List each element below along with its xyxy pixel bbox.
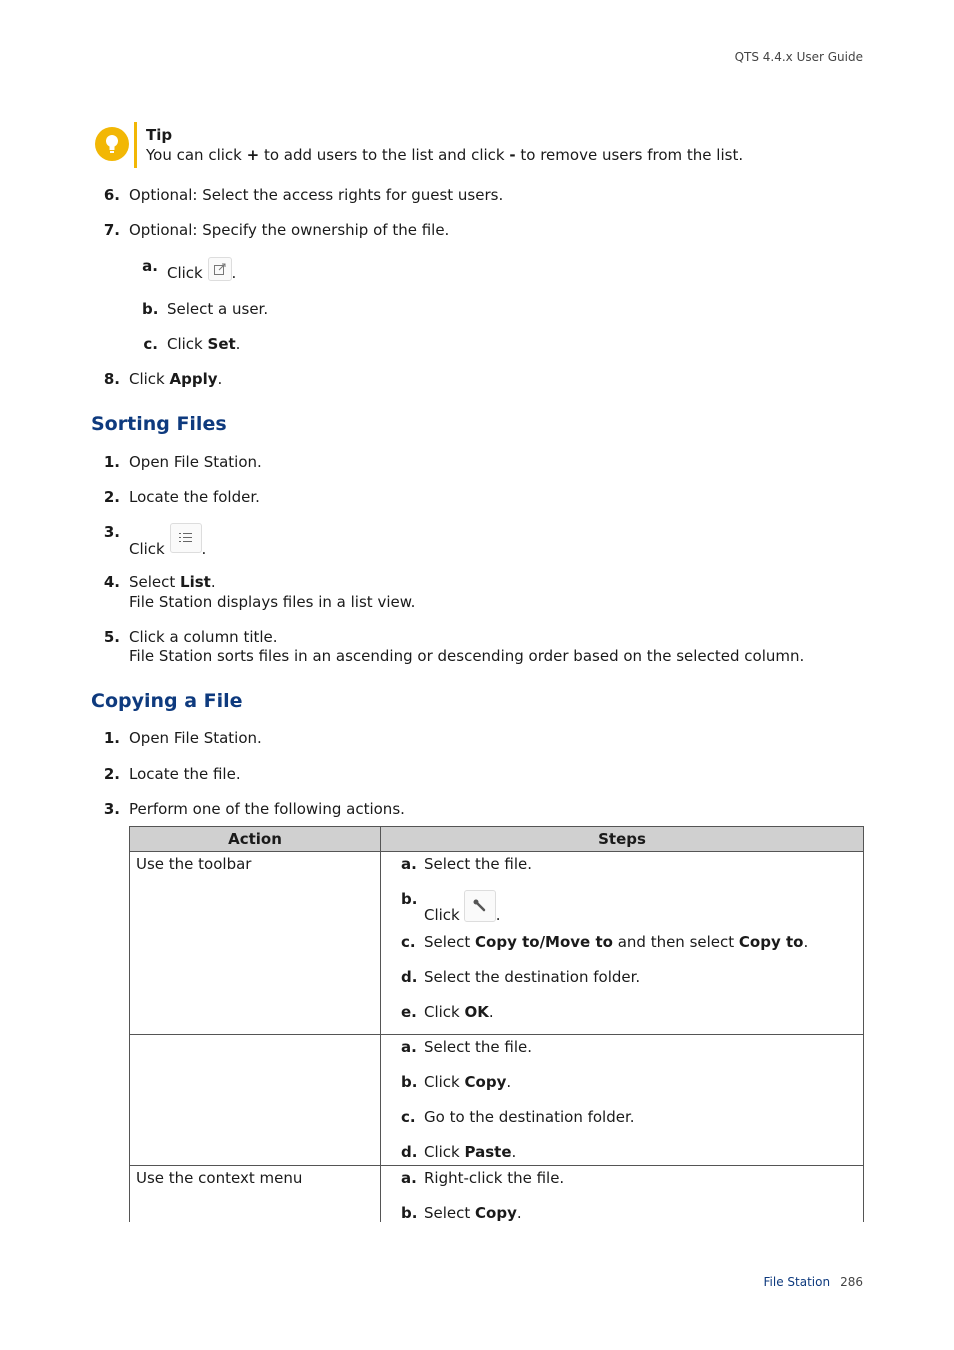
step-number: 1. bbox=[103, 453, 120, 471]
substep-letter: c. bbox=[143, 335, 158, 353]
substep: b. Click Copy. bbox=[401, 1073, 512, 1091]
substep-letter: a. bbox=[142, 257, 158, 275]
substep-text: Click Set. bbox=[167, 335, 241, 353]
step-text: Optional: Specify the ownership of the file. bbox=[129, 221, 450, 239]
table-row bbox=[130, 1166, 864, 1223]
substep: b. Click . bbox=[401, 890, 501, 924]
substep: a. Right-click the file. bbox=[401, 1169, 565, 1187]
step-text: Open File Station. bbox=[129, 729, 262, 747]
list-view-icon bbox=[170, 523, 202, 553]
steps-cell bbox=[381, 1166, 864, 1223]
step-text: Click a column title. bbox=[129, 628, 278, 646]
wrench-icon bbox=[464, 890, 496, 922]
substep: e. Click OK. bbox=[401, 1003, 494, 1021]
substep: d. Select the destination folder. bbox=[401, 968, 641, 986]
step-number: 1. bbox=[103, 729, 120, 747]
substep: d. Click Paste. bbox=[401, 1143, 517, 1161]
edit-icon bbox=[208, 257, 232, 281]
tip-text: You can click + to add users to the list and click - to remove users from the list. bbox=[146, 146, 744, 164]
substep: a. Select the file. bbox=[401, 1038, 533, 1056]
step-number: 8. bbox=[103, 370, 120, 388]
action-cell: Use the context menu bbox=[130, 1166, 381, 1223]
step-text: Locate the file. bbox=[129, 765, 241, 783]
substep: c. Select Copy to/Move to and then select Copy to. bbox=[401, 933, 809, 951]
substep-letter: b. bbox=[142, 300, 159, 318]
table-row bbox=[130, 1035, 864, 1166]
column-header-steps: Steps bbox=[381, 827, 864, 852]
step-number: 2. bbox=[103, 765, 120, 783]
step-number: 3. bbox=[103, 523, 120, 541]
guide-title: QTS 4.4.x User Guide bbox=[734, 50, 863, 64]
step-number: 6. bbox=[103, 186, 120, 204]
table-row bbox=[130, 852, 864, 1035]
tip-divider bbox=[134, 122, 137, 168]
step-text: Click Apply. bbox=[129, 370, 223, 388]
step-text: Open File Station. bbox=[129, 453, 262, 471]
table-header-row bbox=[130, 827, 864, 852]
copy-actions-table bbox=[129, 826, 864, 1222]
step-number: 7. bbox=[103, 221, 120, 239]
steps-cell bbox=[381, 852, 864, 1035]
action-cell: Use the toolbar bbox=[130, 852, 381, 1035]
lightbulb-icon bbox=[95, 127, 129, 161]
step-number: 2. bbox=[103, 488, 120, 506]
substep-text: Click . bbox=[167, 257, 236, 281]
footer-section: File Station bbox=[763, 1275, 831, 1289]
step-text: Click . bbox=[129, 523, 206, 553]
page-footer bbox=[764, 1275, 863, 1289]
step-number: 4. bbox=[103, 573, 120, 591]
step-number: 5. bbox=[103, 628, 120, 646]
substep-text: Select a user. bbox=[167, 300, 269, 318]
step-number: 3. bbox=[103, 800, 120, 818]
action-cell bbox=[130, 1035, 381, 1166]
step-result: File Station sorts files in an ascending or descending order based on the selected column. bbox=[129, 647, 805, 665]
section-heading-sorting: Sorting Files bbox=[91, 413, 227, 435]
step-text: Select List. bbox=[129, 573, 216, 591]
step-text: Perform one of the following actions. bbox=[129, 800, 405, 818]
page-number: 286 bbox=[840, 1275, 863, 1289]
step-text: Locate the folder. bbox=[129, 488, 260, 506]
step-text: Optional: Select the access rights for guest users. bbox=[129, 186, 504, 204]
column-header-action: Action bbox=[130, 827, 381, 852]
substep: a. Select the file. bbox=[401, 855, 533, 873]
section-heading-copying: Copying a File bbox=[91, 690, 243, 712]
substep: b. Select Copy. bbox=[401, 1204, 522, 1222]
tip-title: Tip bbox=[146, 126, 173, 144]
substep: c. Go to the destination folder. bbox=[401, 1108, 635, 1126]
step-result: File Station displays files in a list view. bbox=[129, 593, 416, 611]
steps-cell bbox=[381, 1035, 864, 1166]
